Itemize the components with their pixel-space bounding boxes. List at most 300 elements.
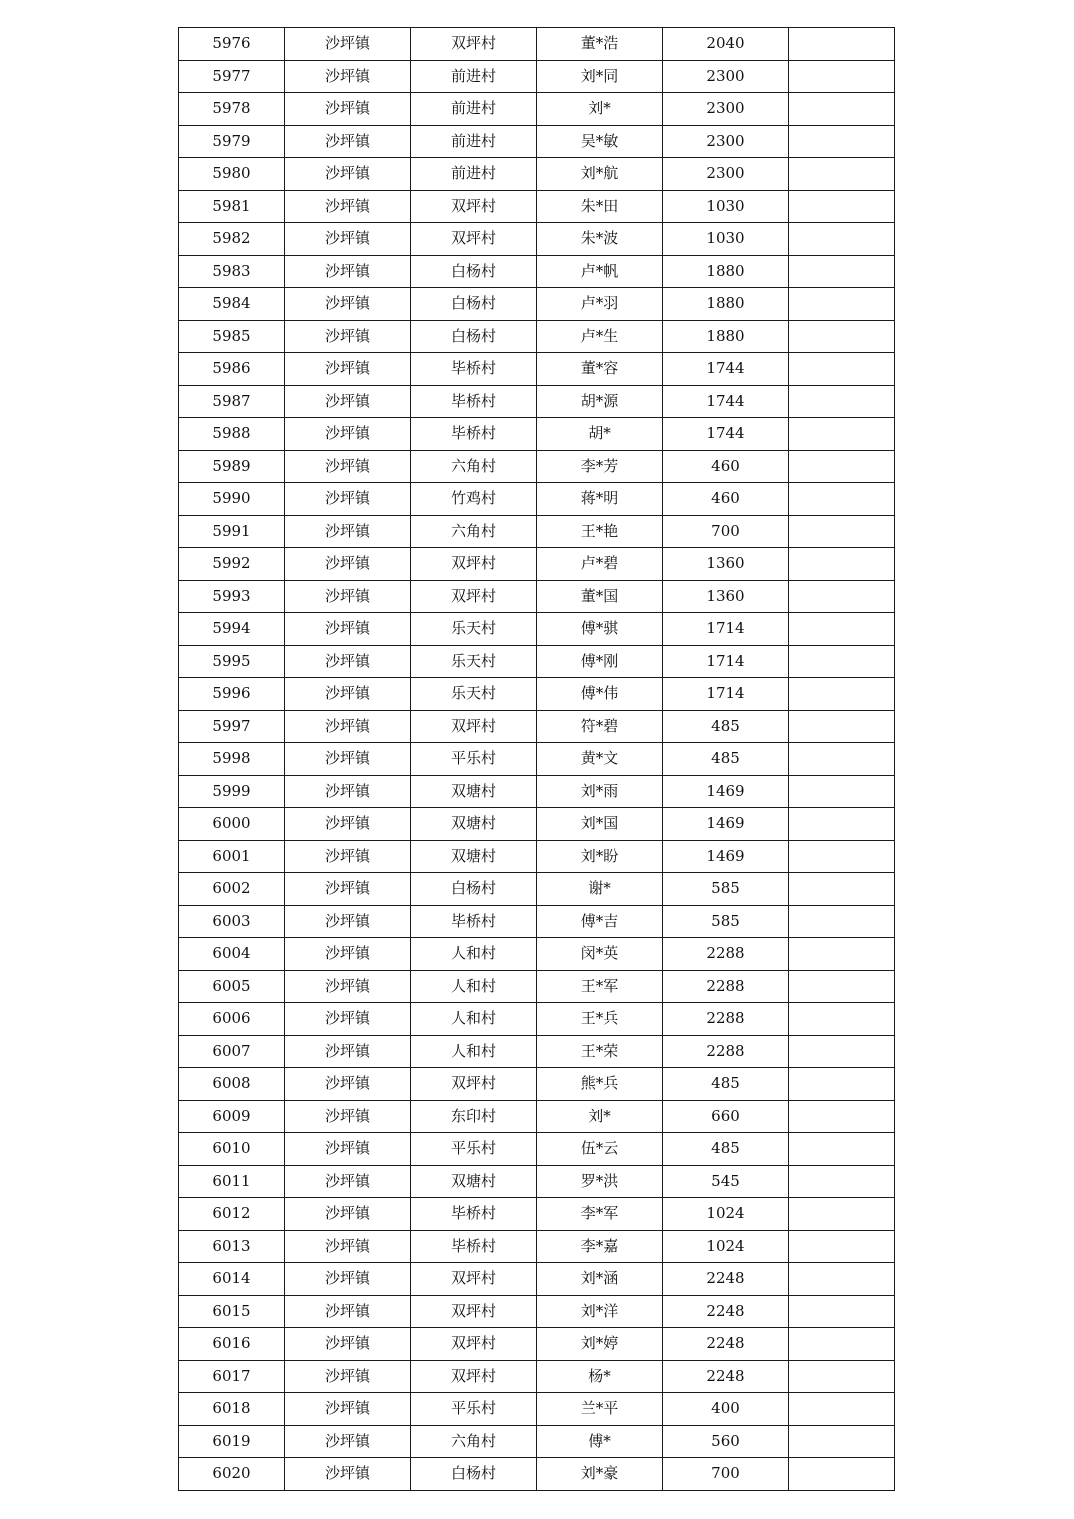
cell-serial-number: 5976 [179,28,285,61]
cell-amount: 1030 [663,223,789,256]
cell-amount: 2288 [663,1003,789,1036]
cell-name: 刘*豪 [537,1458,663,1491]
cell-village: 人和村 [411,1035,537,1068]
cell-serial-number: 6011 [179,1165,285,1198]
cell-name: 刘*婷 [537,1328,663,1361]
table-row [179,580,895,613]
cell-town: 沙坪镇 [285,223,411,256]
cell-amount: 485 [663,1068,789,1101]
table-row [179,125,895,158]
cell-village: 双坪村 [411,710,537,743]
cell-town: 沙坪镇 [285,158,411,191]
table-row [179,288,895,321]
table-row [179,1458,895,1491]
cell-note [789,710,895,743]
cell-town: 沙坪镇 [285,93,411,126]
cell-serial-number: 5985 [179,320,285,353]
cell-village: 六角村 [411,450,537,483]
cell-amount: 2288 [663,938,789,971]
table-row [179,1425,895,1458]
cell-amount: 2300 [663,60,789,93]
cell-amount: 1880 [663,255,789,288]
cell-town: 沙坪镇 [285,1100,411,1133]
cell-town: 沙坪镇 [285,450,411,483]
cell-note [789,645,895,678]
cell-village: 毕桥村 [411,1198,537,1231]
cell-amount: 485 [663,743,789,776]
table-row [179,158,895,191]
cell-amount: 1714 [663,613,789,646]
cell-name: 刘*盼 [537,840,663,873]
cell-town: 沙坪镇 [285,1133,411,1166]
cell-name: 王*荣 [537,1035,663,1068]
cell-serial-number: 6019 [179,1425,285,1458]
cell-village: 双坪村 [411,190,537,223]
table-row [179,1133,895,1166]
cell-town: 沙坪镇 [285,190,411,223]
cell-note [789,93,895,126]
cell-amount: 2300 [663,93,789,126]
cell-village: 毕桥村 [411,385,537,418]
cell-note [789,548,895,581]
cell-note [789,970,895,1003]
cell-amount: 660 [663,1100,789,1133]
cell-note [789,450,895,483]
cell-village: 双坪村 [411,1328,537,1361]
cell-town: 沙坪镇 [285,60,411,93]
table-row [179,1035,895,1068]
cell-town: 沙坪镇 [285,385,411,418]
cell-town: 沙坪镇 [285,125,411,158]
cell-village: 白杨村 [411,288,537,321]
cell-amount: 1880 [663,288,789,321]
cell-amount: 1469 [663,840,789,873]
cell-town: 沙坪镇 [285,613,411,646]
cell-name: 伍*云 [537,1133,663,1166]
cell-town: 沙坪镇 [285,905,411,938]
cell-note [789,1263,895,1296]
cell-note [789,1133,895,1166]
table-row [179,1295,895,1328]
cell-note [789,28,895,61]
cell-village: 毕桥村 [411,418,537,451]
cell-town: 沙坪镇 [285,483,411,516]
table-row [179,93,895,126]
cell-name: 兰*平 [537,1393,663,1426]
cell-name: 刘*国 [537,808,663,841]
table-row [179,60,895,93]
table-row [179,1100,895,1133]
table-row [179,385,895,418]
cell-village: 双坪村 [411,1360,537,1393]
cell-town: 沙坪镇 [285,808,411,841]
table-row [179,1003,895,1036]
cell-name: 刘* [537,93,663,126]
cell-name: 董*国 [537,580,663,613]
cell-name: 董*容 [537,353,663,386]
table-row [179,645,895,678]
cell-name: 刘*航 [537,158,663,191]
cell-town: 沙坪镇 [285,1360,411,1393]
cell-village: 乐天村 [411,678,537,711]
cell-serial-number: 6009 [179,1100,285,1133]
cell-town: 沙坪镇 [285,1295,411,1328]
cell-note [789,515,895,548]
cell-amount: 400 [663,1393,789,1426]
cell-name: 李*军 [537,1198,663,1231]
cell-town: 沙坪镇 [285,1458,411,1491]
cell-note [789,678,895,711]
cell-name: 刘*雨 [537,775,663,808]
cell-note [789,775,895,808]
table-row [179,353,895,386]
cell-serial-number: 6004 [179,938,285,971]
cell-note [789,320,895,353]
cell-amount: 2248 [663,1328,789,1361]
cell-note [789,1458,895,1491]
cell-town: 沙坪镇 [285,255,411,288]
cell-town: 沙坪镇 [285,873,411,906]
cell-serial-number: 5983 [179,255,285,288]
cell-serial-number: 6002 [179,873,285,906]
cell-name: 刘* [537,1100,663,1133]
cell-serial-number: 5984 [179,288,285,321]
cell-town: 沙坪镇 [285,1165,411,1198]
cell-town: 沙坪镇 [285,548,411,581]
cell-note [789,1003,895,1036]
cell-name: 王*兵 [537,1003,663,1036]
table-body [179,28,895,1491]
cell-name: 卢*羽 [537,288,663,321]
cell-serial-number: 5979 [179,125,285,158]
table-row [179,1263,895,1296]
table-row [179,1198,895,1231]
cell-town: 沙坪镇 [285,710,411,743]
cell-village: 东印村 [411,1100,537,1133]
table-row [179,840,895,873]
table-row [179,190,895,223]
table-row [179,905,895,938]
cell-amount: 460 [663,483,789,516]
cell-name: 傅*吉 [537,905,663,938]
cell-name: 罗*洪 [537,1165,663,1198]
cell-serial-number: 6018 [179,1393,285,1426]
cell-serial-number: 5990 [179,483,285,516]
cell-village: 白杨村 [411,255,537,288]
cell-village: 乐天村 [411,645,537,678]
cell-village: 双坪村 [411,223,537,256]
cell-note [789,1360,895,1393]
cell-serial-number: 6008 [179,1068,285,1101]
cell-town: 沙坪镇 [285,28,411,61]
cell-name: 傅*伟 [537,678,663,711]
table-row [179,710,895,743]
table-row [179,970,895,1003]
cell-village: 白杨村 [411,873,537,906]
cell-village: 乐天村 [411,613,537,646]
cell-village: 前进村 [411,125,537,158]
cell-village: 平乐村 [411,1133,537,1166]
table-row [179,223,895,256]
cell-name: 王*艳 [537,515,663,548]
cell-serial-number: 6014 [179,1263,285,1296]
cell-serial-number: 5996 [179,678,285,711]
cell-note [789,418,895,451]
cell-note [789,1425,895,1458]
cell-town: 沙坪镇 [285,1393,411,1426]
cell-serial-number: 5988 [179,418,285,451]
cell-note [789,385,895,418]
cell-serial-number: 6010 [179,1133,285,1166]
cell-note [789,1100,895,1133]
cell-village: 白杨村 [411,320,537,353]
cell-serial-number: 5999 [179,775,285,808]
cell-note [789,613,895,646]
table-row [179,548,895,581]
cell-town: 沙坪镇 [285,1230,411,1263]
cell-note [789,905,895,938]
cell-name: 符*碧 [537,710,663,743]
cell-name: 闵*英 [537,938,663,971]
cell-serial-number: 5987 [179,385,285,418]
cell-village: 前进村 [411,93,537,126]
cell-serial-number: 5992 [179,548,285,581]
cell-note [789,158,895,191]
cell-name: 卢*生 [537,320,663,353]
cell-serial-number: 5998 [179,743,285,776]
cell-note [789,808,895,841]
cell-town: 沙坪镇 [285,418,411,451]
table-row [179,1165,895,1198]
cell-town: 沙坪镇 [285,1198,411,1231]
cell-serial-number: 5982 [179,223,285,256]
cell-village: 双塘村 [411,1165,537,1198]
cell-note [789,1198,895,1231]
cell-amount: 1469 [663,808,789,841]
table-row [179,320,895,353]
cell-serial-number: 5993 [179,580,285,613]
cell-serial-number: 6017 [179,1360,285,1393]
cell-note [789,353,895,386]
cell-amount: 460 [663,450,789,483]
cell-serial-number: 6020 [179,1458,285,1491]
cell-note [789,60,895,93]
table-row [179,1230,895,1263]
cell-serial-number: 6000 [179,808,285,841]
cell-note [789,255,895,288]
cell-amount: 1744 [663,353,789,386]
cell-village: 人和村 [411,1003,537,1036]
cell-town: 沙坪镇 [285,1068,411,1101]
cell-amount: 1714 [663,645,789,678]
cell-town: 沙坪镇 [285,678,411,711]
cell-town: 沙坪镇 [285,515,411,548]
cell-town: 沙坪镇 [285,1263,411,1296]
cell-village: 双坪村 [411,1068,537,1101]
cell-note [789,1295,895,1328]
cell-serial-number: 5989 [179,450,285,483]
cell-town: 沙坪镇 [285,970,411,1003]
cell-serial-number: 6012 [179,1198,285,1231]
cell-village: 竹鸡村 [411,483,537,516]
cell-serial-number: 6013 [179,1230,285,1263]
cell-serial-number: 6007 [179,1035,285,1068]
cell-name: 朱*波 [537,223,663,256]
cell-name: 傅*骐 [537,613,663,646]
cell-town: 沙坪镇 [285,320,411,353]
cell-serial-number: 6001 [179,840,285,873]
cell-note [789,483,895,516]
cell-town: 沙坪镇 [285,938,411,971]
cell-note [789,223,895,256]
cell-village: 双坪村 [411,28,537,61]
cell-name: 傅*刚 [537,645,663,678]
cell-amount: 2040 [663,28,789,61]
cell-name: 谢* [537,873,663,906]
cell-amount: 1024 [663,1230,789,1263]
cell-amount: 1024 [663,1198,789,1231]
cell-village: 人和村 [411,938,537,971]
cell-amount: 1360 [663,548,789,581]
cell-name: 胡*源 [537,385,663,418]
cell-name: 朱*田 [537,190,663,223]
table-row [179,743,895,776]
cell-note [789,840,895,873]
cell-name: 王*军 [537,970,663,1003]
cell-village: 平乐村 [411,1393,537,1426]
cell-serial-number: 5981 [179,190,285,223]
cell-serial-number: 5977 [179,60,285,93]
cell-town: 沙坪镇 [285,1328,411,1361]
cell-village: 双坪村 [411,580,537,613]
table-row [179,515,895,548]
cell-village: 六角村 [411,515,537,548]
cell-amount: 545 [663,1165,789,1198]
table-row [179,255,895,288]
cell-note [789,743,895,776]
table-row [179,28,895,61]
cell-amount: 1360 [663,580,789,613]
cell-amount: 585 [663,905,789,938]
cell-note [789,1393,895,1426]
table-row [179,1068,895,1101]
table-row [179,775,895,808]
cell-village: 平乐村 [411,743,537,776]
cell-amount: 2248 [663,1295,789,1328]
cell-amount: 2248 [663,1360,789,1393]
cell-amount: 700 [663,515,789,548]
cell-amount: 1030 [663,190,789,223]
cell-village: 双坪村 [411,1295,537,1328]
cell-serial-number: 5997 [179,710,285,743]
cell-amount: 1744 [663,418,789,451]
cell-serial-number: 5991 [179,515,285,548]
cell-name: 刘*同 [537,60,663,93]
cell-name: 李*芳 [537,450,663,483]
cell-serial-number: 6003 [179,905,285,938]
cell-village: 双塘村 [411,775,537,808]
cell-amount: 2248 [663,1263,789,1296]
cell-amount: 700 [663,1458,789,1491]
cell-amount: 2288 [663,970,789,1003]
cell-amount: 485 [663,1133,789,1166]
table-row [179,613,895,646]
cell-serial-number: 6005 [179,970,285,1003]
cell-serial-number: 5980 [179,158,285,191]
cell-amount: 2300 [663,125,789,158]
cell-name: 刘*洋 [537,1295,663,1328]
cell-name: 李*嘉 [537,1230,663,1263]
cell-town: 沙坪镇 [285,1003,411,1036]
cell-town: 沙坪镇 [285,775,411,808]
cell-serial-number: 5994 [179,613,285,646]
cell-town: 沙坪镇 [285,1425,411,1458]
cell-name: 傅* [537,1425,663,1458]
cell-note [789,1068,895,1101]
table-row [179,1328,895,1361]
cell-village: 毕桥村 [411,353,537,386]
cell-note [789,125,895,158]
cell-village: 毕桥村 [411,1230,537,1263]
cell-note [789,938,895,971]
cell-village: 双坪村 [411,548,537,581]
cell-town: 沙坪镇 [285,1035,411,1068]
cell-note [789,580,895,613]
cell-amount: 485 [663,710,789,743]
cell-town: 沙坪镇 [285,743,411,776]
cell-serial-number: 6006 [179,1003,285,1036]
cell-note [789,1035,895,1068]
data-table [178,27,895,1491]
cell-town: 沙坪镇 [285,645,411,678]
table-row [179,678,895,711]
cell-serial-number: 6016 [179,1328,285,1361]
cell-note [789,1230,895,1263]
cell-village: 双塘村 [411,808,537,841]
cell-name: 蒋*明 [537,483,663,516]
cell-village: 白杨村 [411,1458,537,1491]
cell-amount: 1744 [663,385,789,418]
cell-name: 杨* [537,1360,663,1393]
cell-serial-number: 5986 [179,353,285,386]
cell-note [789,288,895,321]
cell-village: 毕桥村 [411,905,537,938]
cell-village: 前进村 [411,60,537,93]
cell-note [789,1165,895,1198]
cell-village: 双坪村 [411,1263,537,1296]
cell-note [789,1328,895,1361]
cell-name: 熊*兵 [537,1068,663,1101]
cell-name: 胡* [537,418,663,451]
cell-town: 沙坪镇 [285,580,411,613]
table-row [179,808,895,841]
cell-amount: 1469 [663,775,789,808]
table-row [179,938,895,971]
cell-serial-number: 5978 [179,93,285,126]
cell-name: 吴*敏 [537,125,663,158]
cell-serial-number: 6015 [179,1295,285,1328]
table-row [179,1360,895,1393]
cell-village: 六角村 [411,1425,537,1458]
cell-amount: 560 [663,1425,789,1458]
table-row [179,450,895,483]
cell-village: 前进村 [411,158,537,191]
cell-town: 沙坪镇 [285,353,411,386]
cell-note [789,190,895,223]
cell-village: 人和村 [411,970,537,1003]
cell-village: 双塘村 [411,840,537,873]
table-row [179,1393,895,1426]
